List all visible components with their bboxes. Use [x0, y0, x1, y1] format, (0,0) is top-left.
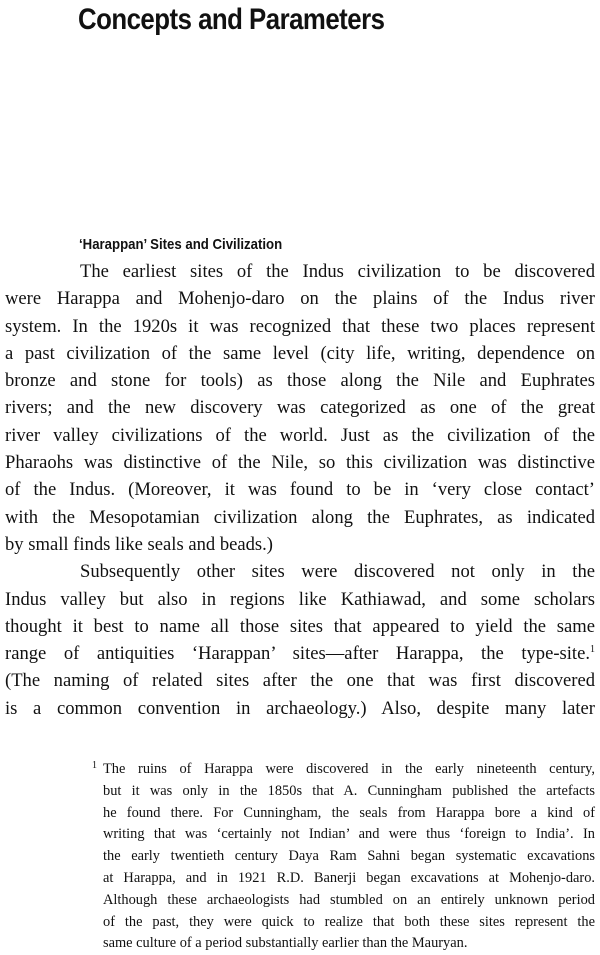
text-line: The earliest sites of the Indus civilization to be discovered	[80, 261, 595, 282]
text-line: with the Mesopotamian civilization along the Euphrates, as indicated	[5, 506, 595, 528]
text-line: river valley civilizations of the world. Just as the civilization of the	[5, 424, 595, 446]
paragraph-2	[5, 558, 595, 722]
footnote-line: Although these archaeologists had stumbled on an entirely unknown period	[103, 891, 595, 908]
text-line: is a common convention in archaeology.) Also, despite many later	[5, 697, 595, 719]
text-line: thought it best to name all those sites that appeared to yield the same	[5, 615, 595, 637]
chapter-title: Concepts and Parameters	[78, 3, 385, 36]
text-line-content: range of antiquities ‘Harappan’ sites—after Harappa, the type-site.	[5, 643, 590, 665]
text-line: system. In the 1920s it was recognized that these two places represent	[5, 315, 595, 337]
text-line: of the Indus. (Moreover, it was found to be in ‘very close contact’	[5, 479, 595, 501]
footnote-line: writing that was ‘certainly not Indian’ and were thus ‘foreign to India’. In	[103, 826, 595, 843]
footnote-reference[interactable]: 1	[590, 643, 595, 655]
footnote-line: same culture of a period substantially earlier than the Mauryan.	[103, 935, 468, 952]
footnote-line: he found there. For Cunningham, the seals from Harappa bore a kind of	[103, 804, 595, 821]
footnote-line: The ruins of Harappa were discovered in the early nineteenth century,	[103, 761, 595, 777]
footnote-line: at Harappa, and in 1921 R.D. Banerji began excavations at Mohenjo-daro.	[103, 869, 595, 886]
footnote-marker: 1	[92, 760, 97, 771]
text-line: Pharaohs was distinctive of the Nile, so this civilization was distinctive	[5, 452, 595, 474]
footnote-line: but it was only in the 1850s that A. Cunningham published the artefacts	[103, 782, 595, 799]
text-line: Subsequently other sites were discovered not only in the	[80, 561, 595, 583]
footnote-line: the early twentieth century Daya Ram Sahni began systematic excavations	[103, 848, 595, 865]
footnote	[92, 759, 595, 955]
text-line: rivers; and the new discovery was categorized as one of the great	[5, 397, 595, 419]
text-line	[5, 640, 595, 667]
text-line: were Harappa and Mohenjo-daro on the plains of the Indus river	[5, 288, 595, 310]
text-line: (The naming of related sites after the one that was first discovered	[5, 670, 595, 692]
text-line: by small finds like seals and beads.)	[5, 533, 274, 555]
section-heading: ‘Harappan’ Sites and Civilization	[79, 236, 283, 253]
paragraph-1	[5, 258, 595, 558]
text-line: bronze and stone for tools) as those along the Nile and Euphrates	[5, 370, 595, 392]
text-line: a past civilization of the same level (city life, writing, dependence on	[5, 342, 595, 364]
footnote-line: of the past, they were quick to realize that both these sites represent the	[103, 913, 595, 930]
text-line: Indus valley but also in regions like Kathiawad, and some scholars	[5, 588, 595, 610]
body-text	[5, 258, 595, 722]
